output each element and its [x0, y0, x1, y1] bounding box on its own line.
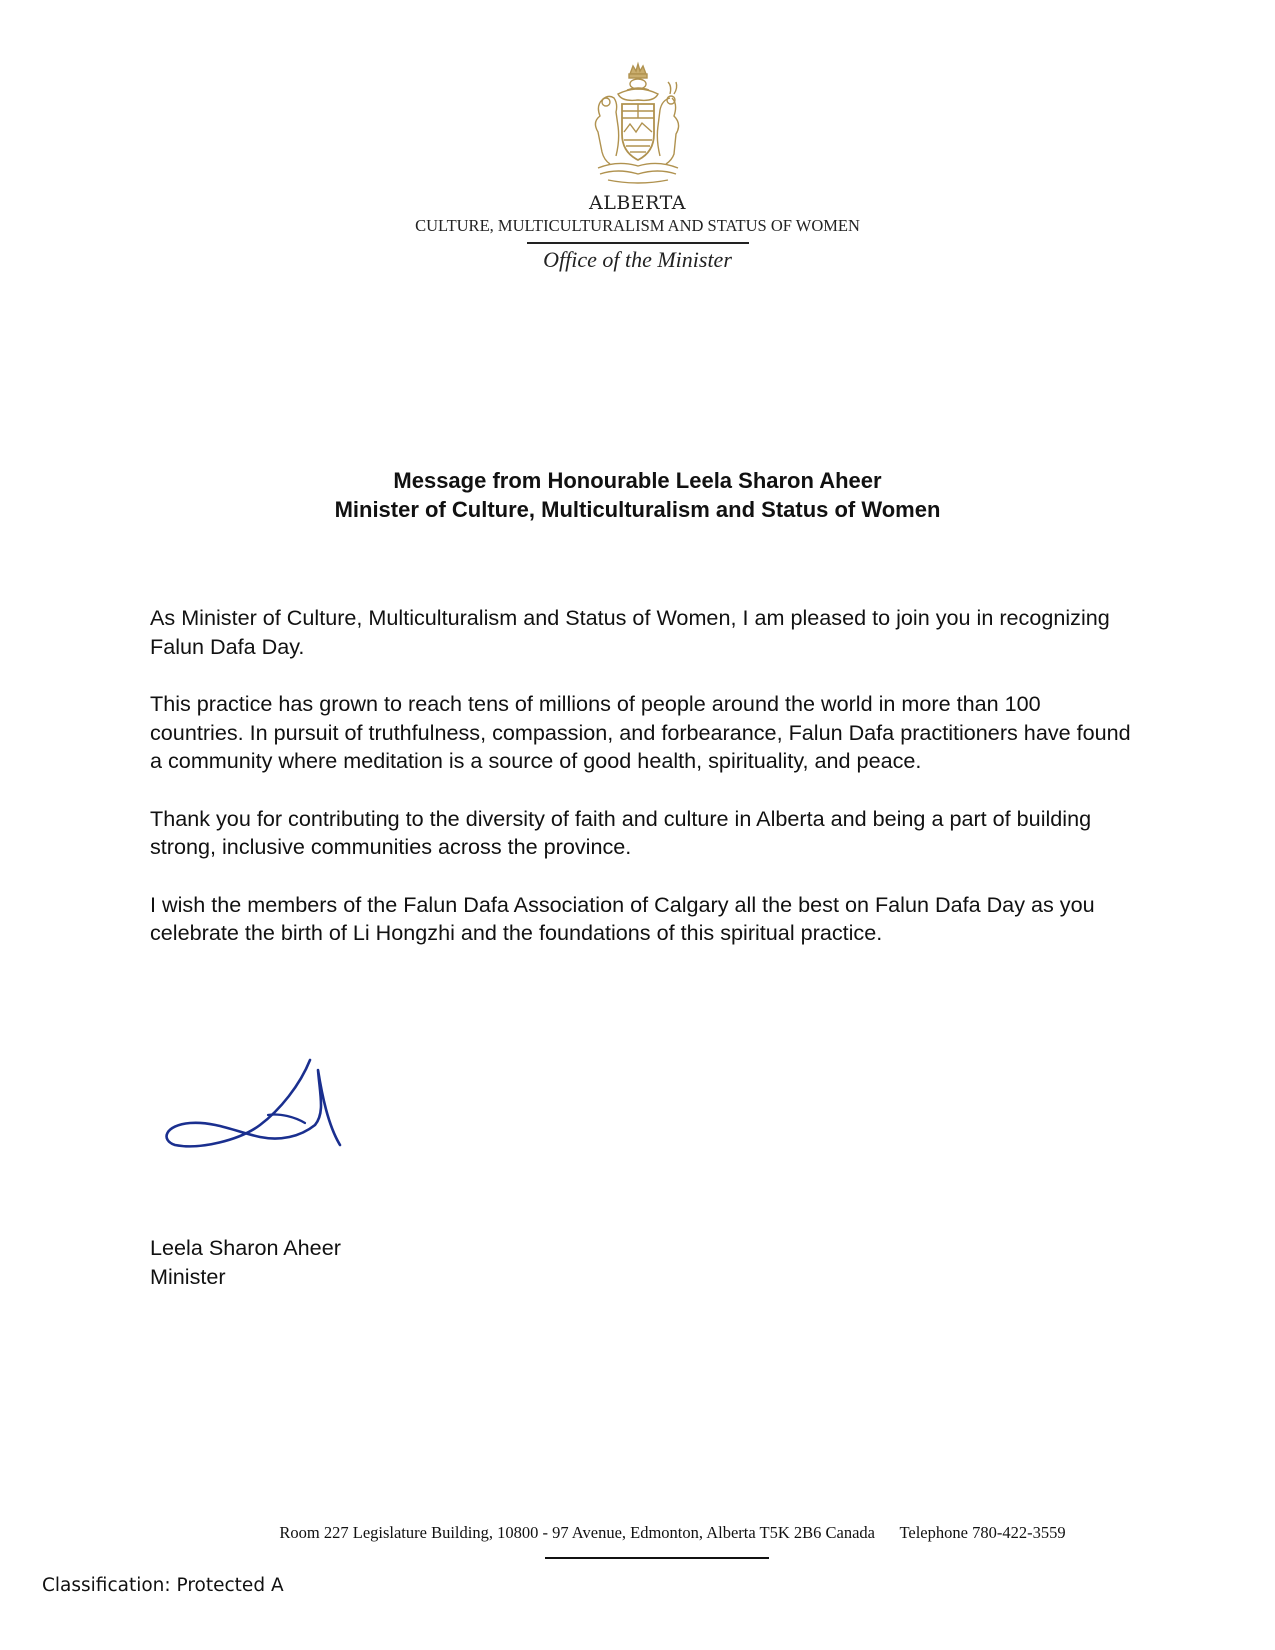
footer-divider: [545, 1557, 769, 1559]
signature-image: [160, 1055, 360, 1170]
letterhead: [0, 60, 1275, 273]
message-heading: [0, 466, 1275, 524]
message-body: [150, 604, 1140, 977]
signer-title: Minister: [150, 1264, 226, 1289]
classification-label: Classification: Protected A: [42, 1575, 284, 1596]
signer-name: Leela Sharon Aheer: [150, 1235, 341, 1260]
body-paragraph: As Minister of Culture, Multiculturalism and Status of Women, I am pleased to join you in recognizing Falun Dafa Day.: [150, 605, 1110, 659]
heading-line-2: Minister of Culture, Multiculturalism and Status of Women: [334, 497, 941, 522]
office-name: Office of the Minister: [543, 247, 732, 272]
letterhead-divider: [527, 242, 749, 244]
ministry-name: CULTURE, MULTICULTURALISM AND STATUS OF WOMEN: [415, 216, 860, 235]
footer-address: Room 227 Legislature Building, 10800 - 97 Avenue, Edmonton, Alberta T5K 2B6 Canada: [279, 1523, 876, 1542]
footer-telephone: Telephone 780-422-3559: [899, 1523, 1066, 1542]
body-paragraph: Thank you for contributing to the diversity of faith and culture in Alberta and being a part of building strong, inclusive communities across the province.: [150, 805, 1092, 859]
alberta-coat-of-arms-icon: [578, 60, 698, 190]
footer: [0, 1523, 1275, 1543]
body-paragraph: I wish the members of the Falun Dafa Association of Calgary all the best on Falun Dafa Day as you celebrate the birth of Li Hongzhi and the foundations of this spiritual practice.: [150, 891, 1095, 945]
signoff: [150, 1233, 341, 1291]
heading-line-1: Message from Honourable Leela Sharon Aheer: [393, 468, 882, 493]
body-paragraph: This practice has grown to reach tens of millions of people around the world in more than 100 countries. In pursuit of truthfulness, compassion, and forbearance, Falun Dafa practitioners have found a community where meditation is a source of good health, spirituality, and peace.: [150, 691, 1131, 773]
province-name: ALBERTA: [589, 192, 686, 214]
